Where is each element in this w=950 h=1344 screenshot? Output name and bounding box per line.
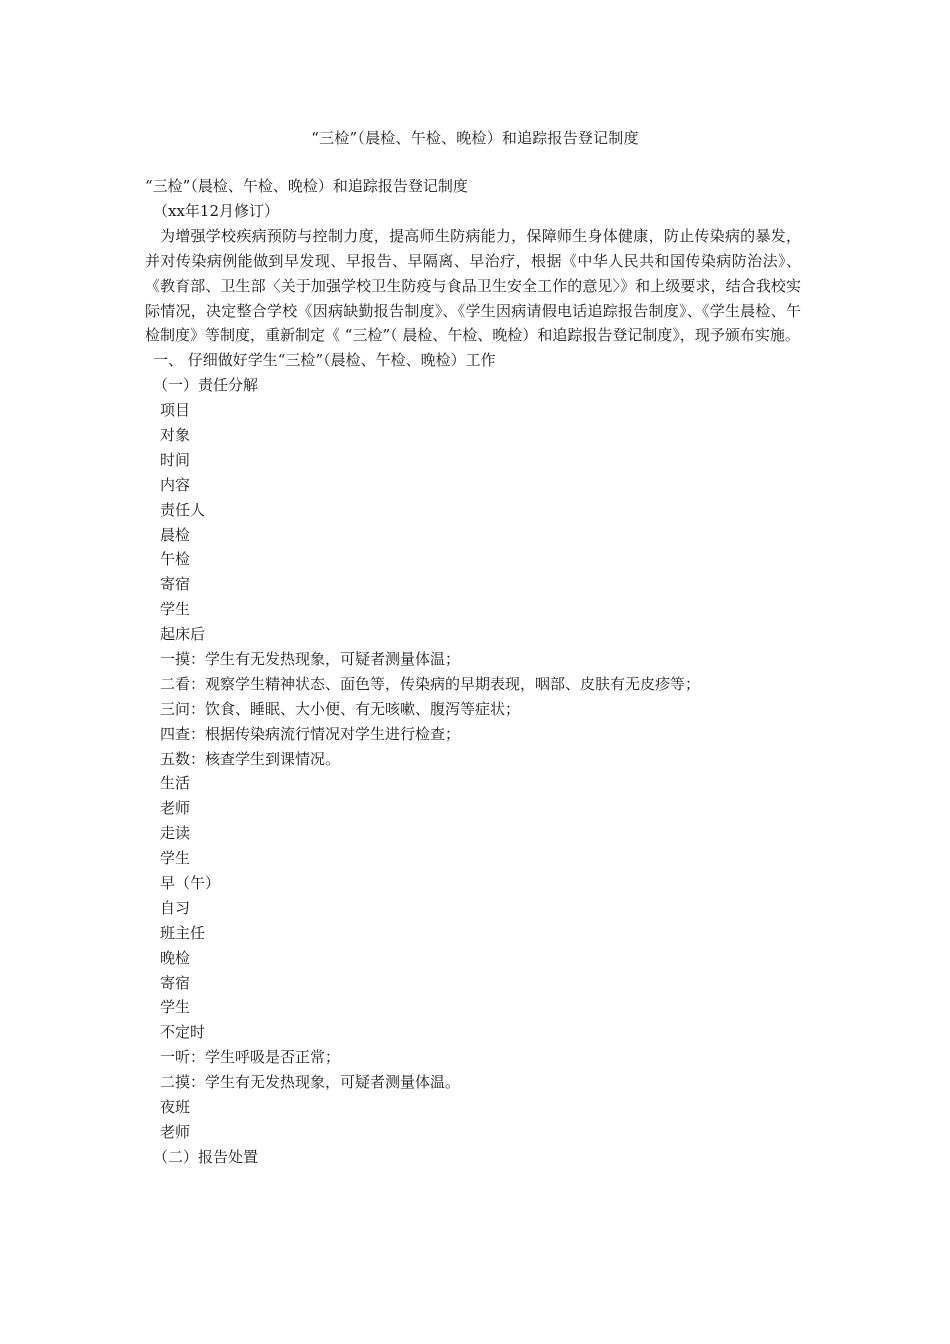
revision-note: （xx年12月修订） (153, 201, 280, 220)
table-cell: 项目 (160, 401, 191, 420)
table-cell: 寄宿 (160, 973, 191, 992)
responsibility-table-cells (145, 398, 805, 1145)
table-cell: 三问：饮食、睡眠、大小便、有无咳嗽、腹泻等症状； (160, 699, 521, 718)
table-cell: 学生 (160, 849, 191, 868)
table-cell: 午检 (160, 550, 191, 569)
document-title: “三检”（晨检、午检、晚检）和追踪报告登记制度 (311, 129, 639, 147)
table-cell: 生活 (160, 774, 191, 793)
table-cell: 学生 (160, 998, 191, 1017)
table-cell: 自习 (160, 898, 191, 917)
document-subtitle: “三检”（晨检、午检、晚检）和追踪报告登记制度 (145, 177, 468, 195)
document-body (145, 174, 805, 1170)
table-cell: 起床后 (160, 625, 206, 644)
table-cell: 不定时 (160, 1023, 206, 1042)
table-cell: 夜班 (160, 1098, 191, 1117)
table-cell: 晨检 (160, 525, 191, 544)
table-cell: 内容 (160, 475, 191, 494)
table-cell: 班主任 (160, 923, 206, 942)
table-cell: 老师 (160, 799, 191, 818)
table-cell: 五数：核查学生到课情况。 (160, 749, 341, 768)
table-cell: 一听：学生呼吸是否正常； (160, 1048, 341, 1067)
table-cell: 责任人 (160, 500, 206, 519)
table-cell: 走读 (160, 824, 191, 843)
table-cell: 老师 (160, 1122, 191, 1141)
table-cell: 二摸：学生有无发热现象，可疑者测量体温。 (160, 1073, 461, 1092)
table-cell: 时间 (160, 450, 191, 469)
table-cell: 四查：根据传染病流行情况对学生进行检查； (160, 724, 461, 743)
table-cell: 二看：观察学生精神状态、面色等，传染病的早期表现，咽部、皮肤有无皮疹等； (160, 674, 701, 693)
section-heading: 一、 仔细做好学生“三检”（晨检、午检、晚检）工作 (153, 351, 496, 370)
table-cell: 一摸：学生有无发热现象，可疑者测量体温； (160, 650, 461, 668)
table-cell: 对象 (160, 425, 191, 444)
table-cell: 晚检 (160, 948, 191, 967)
table-cell: 学生 (160, 600, 191, 619)
intro-paragraph: 为增强学校疾病预防与控制力度，提高师生防病能力，保障师生身体健康，防止传染病的暴发，并对传染病例能做到早发现、早报告、早隔离、早治疗，根据《中华人民共和国传染病防治法》、《教育部、卫生部〈关于加强学校卫生防疫与食品卫生安全工作的意见〉》和上级要求，结合我校实际情况，决定整合学校《因病缺勤报告制度》、《学生因病请假电话追踪报告制度》、《学生晨检、午检制度》等制度，重新制定《 “三检”（ 晨检、午检、晚检）和追踪报告登记制度》，现予颁布实施。 (145, 226, 801, 345)
subsection-heading: （一）责任分解 (153, 376, 259, 395)
table-cell: 早（午） (160, 874, 221, 893)
table-cell: 寄宿 (160, 575, 191, 594)
subsection-heading: （二）报告处置 (153, 1147, 259, 1166)
